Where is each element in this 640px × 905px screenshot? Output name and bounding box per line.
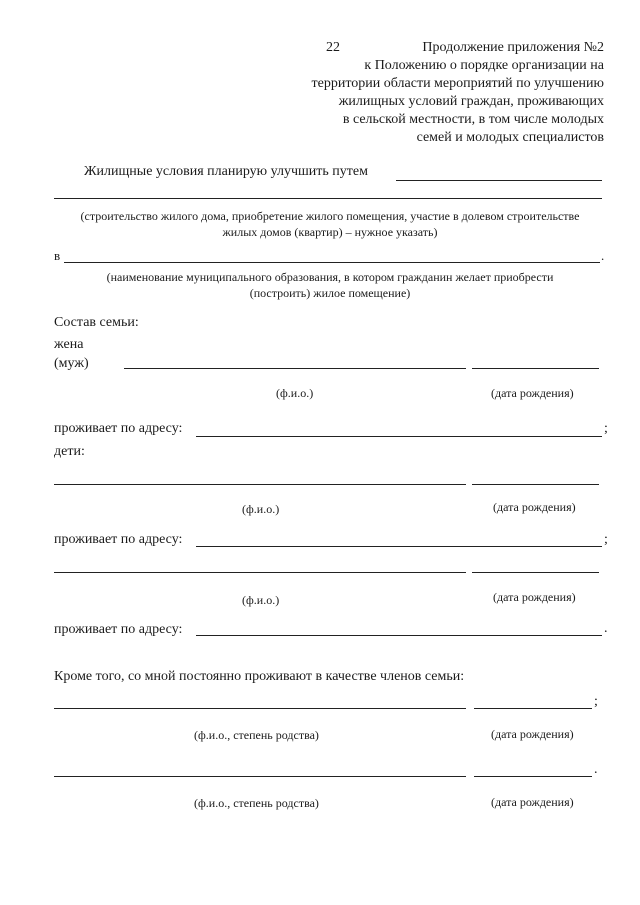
other-member-2-period: . [594, 762, 598, 777]
child-1-address-label: проживает по адресу: [54, 532, 183, 547]
municipality-period: . [601, 248, 605, 263]
child-1-fio-hint: (ф.и.о.) [242, 502, 280, 516]
appendix-line-3: территории области мероприятий по улучшению [311, 76, 604, 91]
other-member-2-field[interactable] [54, 776, 466, 777]
appendix-line-6: семей и молодых специалистов [416, 130, 604, 145]
municipality-hint-line-2: (построить) жилое помещение) [249, 286, 411, 300]
child-2-birth-date-field[interactable] [472, 572, 599, 573]
spouse-fio-hint: (ф.и.о.) [276, 386, 314, 400]
page-number: 22 [326, 40, 340, 55]
other-members-label: Кроме того, со мной постоянно проживают в качестве членов семьи: [54, 669, 465, 684]
child-2-fio-field[interactable] [54, 572, 466, 573]
other-member-2-birth-date-hint: (дата рождения) [491, 795, 574, 809]
municipality-hint-line-1: (наименование муниципального образования, в котором гражданин желает приобрести [106, 270, 554, 284]
child-2-address-label: проживает по адресу: [54, 622, 183, 637]
child-2-birth-date-hint: (дата рождения) [493, 590, 576, 604]
municipality-prefix: в [54, 248, 61, 263]
children-label: дети: [54, 444, 85, 459]
child-2-address-period: . [604, 621, 608, 636]
other-member-1-birth-date-hint: (дата рождения) [491, 727, 574, 741]
spouse-label-1: жена [54, 337, 84, 352]
improvement-field[interactable] [396, 180, 602, 181]
child-1-birth-date-hint: (дата рождения) [493, 500, 576, 514]
child-2-fio-hint: (ф.и.о.) [242, 593, 280, 607]
appendix-line-1: Продолжение приложения №2 [422, 40, 604, 55]
child-1-address-field[interactable] [196, 546, 602, 547]
improvement-field-continued[interactable] [54, 198, 602, 199]
spouse-address-label: проживает по адресу: [54, 421, 183, 436]
spouse-birth-date-field[interactable] [472, 368, 599, 369]
child-1-birth-date-field[interactable] [472, 484, 599, 485]
appendix-line-4: жилищных условий граждан, проживающих [338, 94, 604, 109]
other-member-1-birth-date-field[interactable] [474, 708, 592, 709]
spouse-label-2: (муж) [54, 356, 89, 371]
improvement-hint-line-1: (строительство жилого дома, приобретение жилого помещения, участие в долевом строительстве [80, 209, 580, 223]
spouse-fio-field[interactable] [124, 368, 466, 369]
family-title: Состав семьи: [54, 315, 139, 330]
child-2-address-field[interactable] [196, 635, 602, 636]
other-member-1-field[interactable] [54, 708, 466, 709]
other-member-1-hint: (ф.и.о., степень родства) [194, 728, 319, 742]
municipality-field[interactable] [64, 262, 600, 263]
other-member-2-birth-date-field[interactable] [474, 776, 592, 777]
spouse-address-field[interactable] [196, 436, 602, 437]
child-1-address-semicolon: ; [604, 532, 608, 547]
improvement-label: Жилищные условия планирую улучшить путем [84, 164, 368, 179]
spouse-address-semicolon: ; [604, 421, 608, 436]
improvement-hint-line-2: жилых домов (квартир) – нужное указать) [222, 225, 438, 239]
spouse-birth-date-hint: (дата рождения) [491, 386, 574, 400]
child-1-fio-field[interactable] [54, 484, 466, 485]
other-member-1-semicolon: ; [594, 694, 598, 709]
appendix-line-2: к Положению о порядке организации на [364, 58, 604, 73]
appendix-line-5: в сельской местности, в том числе молодых [342, 112, 604, 127]
other-member-2-hint: (ф.и.о., степень родства) [194, 796, 319, 810]
